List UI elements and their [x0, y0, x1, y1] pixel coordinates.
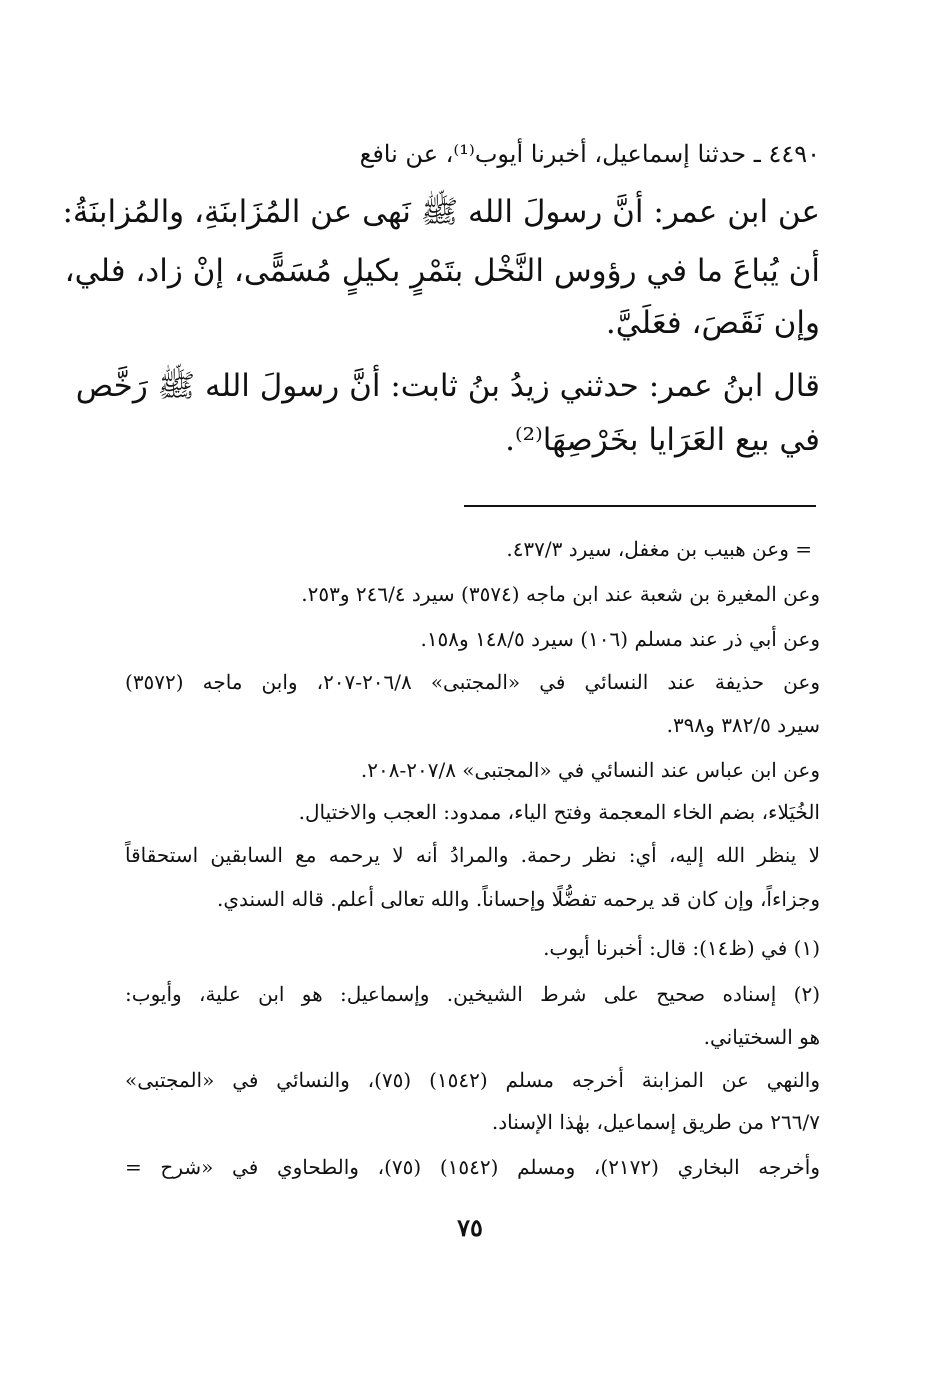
footnote-separator	[464, 505, 816, 507]
hadith-line-3: أن يُباعَ ما في رؤوس النَّخْل بتَمْرٍ بكيلٍ مُسَمًّى، إنْ زاد، فلي،	[64, 253, 820, 289]
hadith-line-2: عن ابن عمر: أنَّ رسولَ الله ﷺ نَهى عن المُزَابنَةِ، والمُزابنَةُ:	[62, 194, 820, 230]
footnote-line: = وعن هبيب بن مغفل، سيرد ٤٣٧/٣.	[506, 537, 812, 561]
footnote-line: وعن أبي ذر عند مسلم (١٠٦) سيرد ١٤٨/٥ و١٥٨.	[420, 627, 820, 651]
hadith-line-4: وإن نَقَصَ، فعَلَيَّ.	[605, 305, 820, 341]
hadith-line-1: ٤٤٩٠ ـ حدثنا إسماعيل، أخبرنا أيوب⁽¹⁾، عن نافع	[359, 140, 820, 168]
footnote-line: وجزاءاً، وإن كان قد يرحمه تفضُّلًا وإحساناً. والله تعالى أعلم. قاله السندي.	[217, 887, 820, 911]
footnote-line: هو السختياني.	[703, 1025, 820, 1049]
footnote-line: وعن حذيفة عند النسائي في «المجتبى» ٢٠٦/٨-٢٠٧، وابن ماجه (٣٥٧٢)	[125, 670, 820, 694]
footnote-line: وعن المغيرة بن شعبة عند ابن ماجه (٣٥٧٤) سيرد ٢٤٦/٤ و٢٥٣.	[301, 582, 820, 606]
footnote-line: وأخرجه البخاري (٢١٧٢)، ومسلم (١٥٤٢) (٧٥)، والطحاوي في «شرح =	[125, 1155, 820, 1179]
footnote-line: الخُيَلاء، بضم الخاء المعجمة وفتح الياء، ممدود: العجب والاختيال.	[298, 800, 820, 824]
footnote-line: والنهي عن المزابنة أخرجه مسلم (١٥٤٢) (٧٥)، والنسائي في «المجتبى»	[125, 1068, 820, 1092]
hadith-line-6: في بيع العَرَايا بخَرْصِهَا⁽²⁾.	[505, 422, 820, 458]
hadith-line-5: قال ابنُ عمر: حدثني زيدُ بنُ ثابت: أنَّ رسولَ الله ﷺ رَخَّص	[75, 368, 820, 404]
footnote-2: (٢) إسناده صحيح على شرط الشيخين. وإسماعيل: هو ابن علية، وأيوب:	[125, 982, 820, 1006]
footnote-line: لا ينظر الله إليه، أي: نظر رحمة. والمرادُ أنه لا يرحمه مع السابقين استحقاقاً	[125, 843, 820, 867]
page-number: ٧٥	[457, 1213, 483, 1242]
footnote-line: ٢٦٦/٧ من طريق إسماعيل، بهٰذا الإسناد.	[491, 1110, 820, 1134]
footnote-line: وعن ابن عباس عند النسائي في «المجتبى» ٢٠٧/٨-٢٠٨.	[360, 758, 820, 782]
footnote-line: سيرد ٣٨٢/٥ و٣٩٨.	[666, 713, 820, 737]
footnote-1: (١) في (ظ١٤): قال: أخبرنا أيوب.	[543, 936, 820, 960]
